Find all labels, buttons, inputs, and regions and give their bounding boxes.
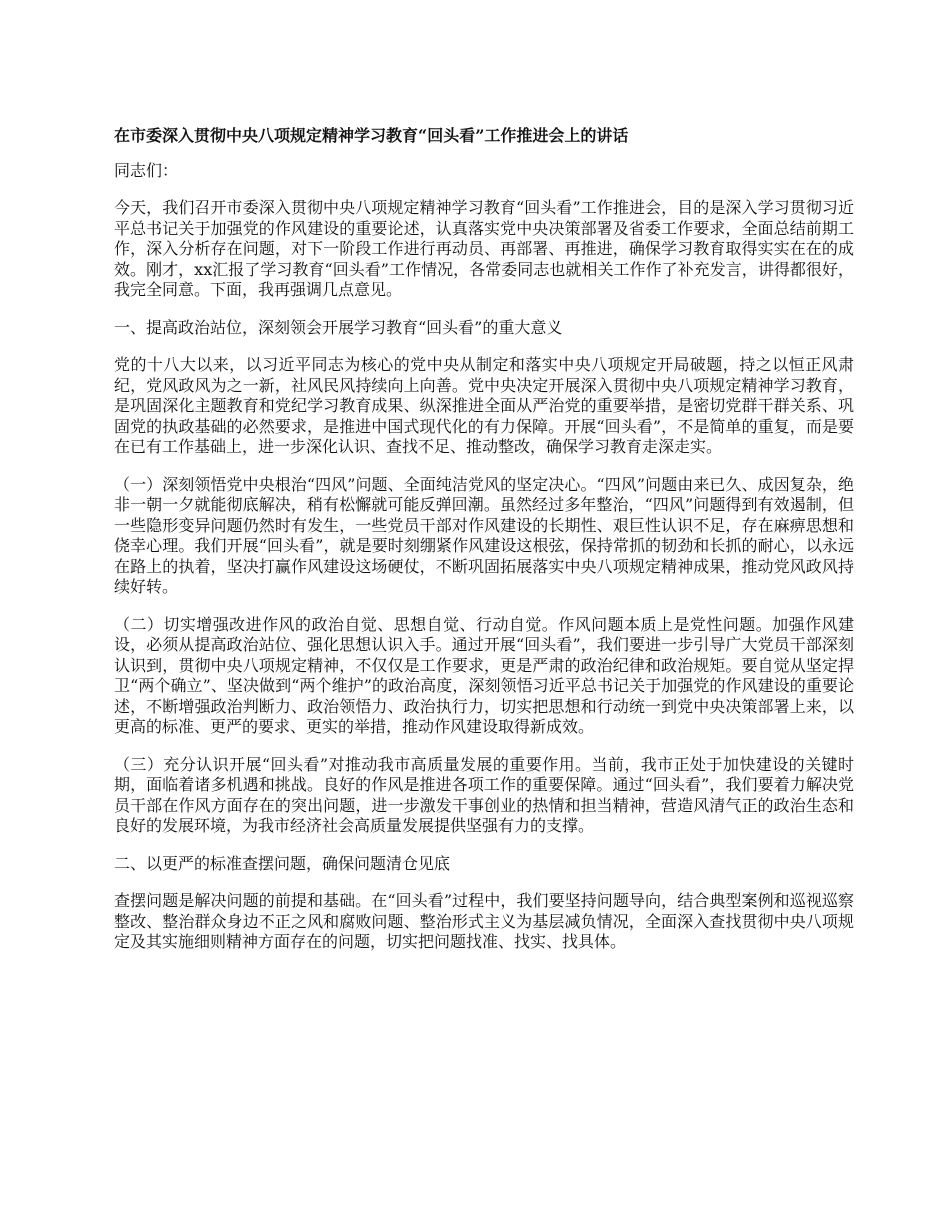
section-heading-2: 二、以更严的标准查摆问题，确保问题清仓见底 xyxy=(114,853,451,873)
salutation: 同志们： xyxy=(114,160,179,180)
document-title: 在市委深入贯彻中央八项规定精神学习教育“回头看”工作推进会上的讲话 xyxy=(114,126,629,145)
paragraph-point-1: （一）深刻领悟党中央根治“四风”问题、全面纯洁党风的坚定决心。“四风”问题由来已久、成因复杂，绝非一朝一夕就能彻底解决，稍有松懈就可能反弹回潮。虽然经过多年整治，“四风”问题得到有效遏制，但一些隐形变异问题仍然时有发生，一些党员干部对作风建设的长期性、艰巨性认识不足，存在麻痹思想和侥幸心理。我们开展“回头看”，就是要时刻绷紧作风建设这根弦，保持常抓的韧劲和长抓的耐心，以永远在路上的执着，坚决打赢作风建设这场硬仗，不断巩固拓展落实中央八项规定精神成果，推动党风政风持续好转。 xyxy=(114,474,854,596)
paragraph-problem-finding: 查摆问题是解决问题的前提和基础。在“回头看”过程中，我们要坚持问题导向，结合典型案例和巡视巡察整改、整治群众身边不正之风和腐败问题、整治形式主义为基层减负情况，全面深入查找贯彻中央八项规定及其实施细则精神方面存在的问题，切实把问题找准、找实、找具体。 xyxy=(114,891,854,951)
paragraph-opening: 今天，我们召开市委深入贯彻中央八项规定精神学习教育“回头看”工作推进会，目的是深入学习贯彻习近平总书记关于加强党的作风建设的重要论述，认真落实党中央决策部署及省委工作要求，全面总结前期工作，深入分析存在问题，对下一阶段工作进行再动员、再部署、再推进，确保学习教育取得实实在在的成效。刚才，xx汇报了学习教育“回头看”工作情况，各常委同志也就相关工作作了补充发言，讲得都很好，我完全同意。下面，我再强调几点意见。 xyxy=(114,198,854,299)
section-heading-1: 一、提高政治站位，深刻领会开展学习教育“回头看”的重大意义 xyxy=(114,317,563,337)
paragraph-point-2: （二）切实增强改进作风的政治自觉、思想自觉、行动自觉。作风问题本质上是党性问题。加强作风建设，必须从提高政治站位、强化思想认识入手。通过开展“回头看”，我们要进一步引导广大党员干部深刻认识到，贯彻中央八项规定精神，不仅仅是工作要求，更是严肃的政治纪律和政治规矩。要自觉从坚定捍卫“两个确立”、坚决做到“两个维护”的政治高度，深刻领悟习近平总书记关于加强党的作风建设的重要论述，不断增强政治判断力、政治领悟力、政治执行力，切实把思想和行动统一到党中央决策部署上来，以更高的标准、更严的要求、更实的举措，推动作风建设取得新成效。 xyxy=(114,614,854,736)
paragraph-point-3: （三）充分认识开展“回头看”对推动我市高质量发展的重要作用。当前，我市正处于加快建设的关键时期，面临着诸多机遇和挑战。良好的作风是推进各项工作的重要保障。通过“回头看”，我们要着力解决党员干部在作风方面存在的突出问题，进一步激发干事创业的热情和担当精神，营造风清气正的政治生态和良好的发展环境，为我市经济社会高质量发展提供坚强有力的支撑。 xyxy=(114,754,854,835)
document-page xyxy=(114,126,854,970)
paragraph-significance: 党的十八大以来，以习近平同志为核心的党中央从制定和落实中央八项规定开局破题，持之以恒正风肃纪，党风政风为之一新，社风民风持续向上向善。党中央决定开展深入贯彻中央八项规定精神学习教育，是巩固深化主题教育和党纪学习教育成果、纵深推进全面从严治党的重要举措，是密切党群干群关系、巩固党的执政基础的必然要求，是推进中国式现代化的有力保障。开展“回头看”，不是简单的重复，而是要在已有工作基础上，进一步深化认识、查找不足、推动整改，确保学习教育走深走实。 xyxy=(114,355,854,456)
